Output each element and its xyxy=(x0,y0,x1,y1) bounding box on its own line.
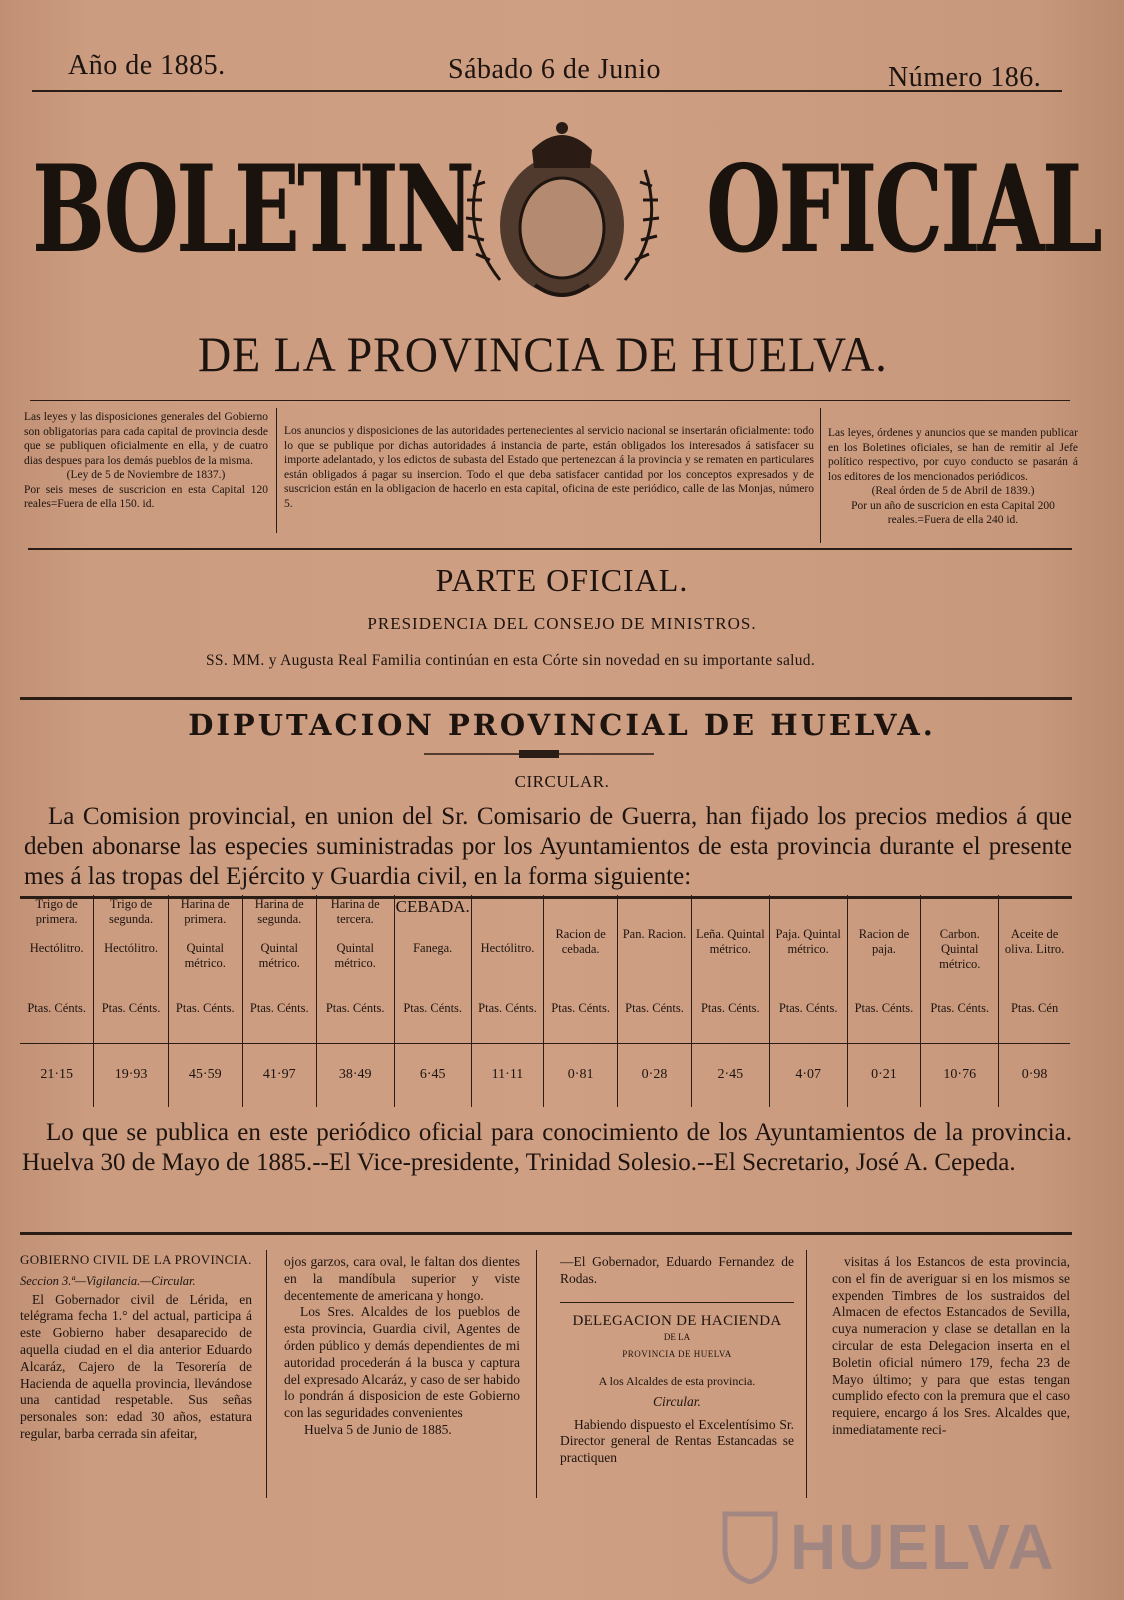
value-cell: 0·21 xyxy=(847,1043,921,1107)
value-cell: 21·15 xyxy=(20,1043,94,1107)
value-cell: 10·76 xyxy=(921,1043,999,1107)
header-cell: Leña. Quintal métrico. xyxy=(695,927,765,956)
currency-cell: Ptas. Cénts. xyxy=(478,1001,537,1015)
column-2 xyxy=(284,1254,520,1439)
col-cebada-hectolitro xyxy=(471,895,543,1043)
notices-top-rule xyxy=(30,400,1070,401)
column-divider-2 xyxy=(536,1250,537,1498)
column-3-text: Habiendo dispuesto el Excelentísimo Sr. Director general de Rentas Estancadas se practiquen xyxy=(560,1416,794,1466)
currency-cell: Ptas. Cénts. xyxy=(249,1001,309,1015)
col-racion-cebada xyxy=(544,895,618,1043)
column-2-date: Huelva 5 de Junio de 1885. xyxy=(304,1421,452,1437)
currency-cell: Ptas. Cénts. xyxy=(930,1001,990,1015)
notice-left xyxy=(24,410,268,512)
notice-right-law: (Real órden de 5 de Abril de 1839.) xyxy=(871,485,1035,497)
masthead-right: OFICIAL xyxy=(706,139,1100,280)
notice-right xyxy=(828,426,1078,528)
ornament-divider xyxy=(424,748,654,760)
col-cebada-fanega xyxy=(394,895,471,1043)
watermark-text: HUELVA xyxy=(790,1511,1056,1583)
column-4 xyxy=(832,1254,1070,1439)
huelva-watermark xyxy=(720,1500,1100,1590)
header-cell: Trigo de segunda. xyxy=(109,897,154,926)
value-cell: 19·93 xyxy=(94,1043,168,1107)
column-3-rule xyxy=(560,1302,794,1303)
col-harina-segunda xyxy=(242,895,316,1043)
presidency-heading: PRESIDENCIA DEL CONSEJO DE MINISTROS. xyxy=(367,614,757,633)
column-4-text: visitas á los Estancos de esta provincia, con el fin de averiguar si en los mismos se expenden Timbres de los sustraidos del Almacen de efectos Estancados de Sevilla, cuya numeracion y clase se detallan en la circular de esta Delegacion inserta en el Boletin oficial número 179, fecha 23 de Mayo último; y para que estas tengan cumplido efecto con la premura que el caso requiere, encargo á los Sres. Alcaldes que, inmediatamente reci- xyxy=(832,1254,1070,1437)
notices-divider-1 xyxy=(276,408,277,533)
spacer xyxy=(473,897,542,941)
currency-cell: Ptas. Cénts. xyxy=(325,1001,385,1015)
col-trigo-primera xyxy=(20,895,94,1043)
column-1 xyxy=(20,1252,252,1443)
header-cell: Racion de cebada. xyxy=(555,927,606,956)
column-1-title: GOBIERNO CIVIL DE LA PROVINCIA. xyxy=(20,1252,252,1267)
currency-cell: Ptas. Cénts. xyxy=(175,1001,235,1015)
currency-cell: Ptas. Cénts. xyxy=(101,1001,161,1015)
circular-label: CIRCULAR. xyxy=(514,772,610,791)
unit-cell: Quintal métrico. xyxy=(258,941,300,970)
coat-of-arms-emblem xyxy=(440,110,685,310)
masthead-left: BOLETIN xyxy=(32,139,473,280)
value-cell: 4·07 xyxy=(769,1043,847,1107)
header-cell: Harina de primera. xyxy=(180,897,230,926)
header-cell: Fanega. xyxy=(413,941,453,955)
value-cell: 6·45 xyxy=(394,1043,471,1107)
col-paja xyxy=(769,895,847,1043)
currency-cell: Ptas. Cénts. xyxy=(854,1001,914,1015)
notices-bottom-rule xyxy=(28,548,1072,550)
header-cell: Harina de segunda. xyxy=(254,897,304,926)
column-3-circular: Circular. xyxy=(653,1393,701,1409)
header-cell: Aceite de oliva. Litro. xyxy=(1004,927,1065,956)
diputacion-title: DIPUTACION PROVINCIAL DE HUELVA. xyxy=(188,708,936,742)
column-1-subtitle: Seccion 3.ª—Vigilancia.—Circular. xyxy=(20,1273,196,1288)
unit-cell: Quintal métrico. xyxy=(184,941,226,970)
col-trigo-segunda xyxy=(94,895,168,1043)
header-cell: Trigo de primera. xyxy=(35,897,78,926)
unit-cell: Hectólitro. xyxy=(104,941,158,955)
currency-cell: Ptas. Cénts. xyxy=(778,1001,838,1015)
issue-date: Sábado 6 de Junio xyxy=(448,54,662,85)
currency-cell: Ptas. Cénts. xyxy=(700,1001,760,1015)
royal-family-notice: SS. MM. y Augusta Real Familia continúan en esta Córte sin novedad en su importante salud. xyxy=(206,652,816,669)
issue-number: Número 186. xyxy=(888,62,1042,93)
col-racion-paja xyxy=(847,895,921,1043)
column-3-subtitle-2: PROVINCIA DE HUELVA xyxy=(622,1349,732,1360)
column-2-text: ojos garzos, cara oval, le faltan dos dientes en la mandíbula superior y viste decentemente de americana y hongo. xyxy=(284,1254,520,1303)
header-cell: Carbon. Quintal métrico. xyxy=(939,927,981,971)
header-cell: Hectólitro. xyxy=(480,941,535,955)
shield-icon xyxy=(720,1504,780,1584)
currency-cell: Ptas. Cénts. xyxy=(403,1001,463,1015)
column-1-text: El Gobernador civil de Lérida, en telégrama fecha 1.° del actual, participa á este Gobierno haber desaparecido de aquella ciudad en el dia anterior Eduardo Alcaráz, Cajero de la Tesorería de Hacienda de aquella provincia, llevándose una cantidad respetable. Sus señas personales son: edad 30 años, estatura regular, barba cerrada sin afeitar, xyxy=(20,1291,252,1441)
currency-cell: Ptas. Cén xyxy=(1010,1001,1059,1015)
notices-divider-2 xyxy=(820,408,821,543)
notice-middle: Los anuncios y disposiciones de las autoridades pertenecientes al servicio nacional se insertarán oficialmente: todo lo que se publique por dichas autoridades á instancia de parte, están obligados los interesados á satisfacer su importe adelantado, y los edictos de subasta del Estado que pertenezcan á la provincia y se rematen en particulares están obligados á pagar su insercion. Todo el que deba satisfacer cantidad por los conceptos expresados y de suscricion están en la obligacion de hacerlo en esta capital, oficina de este periódico, calle de las Monjas, número 5. xyxy=(284,425,814,510)
value-cell: 11·11 xyxy=(471,1043,543,1107)
value-cell: 38·49 xyxy=(316,1043,394,1107)
value-cell: 0·28 xyxy=(618,1043,692,1107)
header-cell: Pan. Racion. xyxy=(622,927,687,941)
notice-right-text: Las leyes, órdenes y anuncios que se manden publicar en los Boletines oficiales, se han de remitir al Jefe político respectivo, por cuyo conducto se pasarán á los editores de los mencionados periódicos. xyxy=(828,427,1078,483)
columns-top-rule xyxy=(20,1232,1072,1235)
header-rule xyxy=(32,90,1062,92)
currency-cell: Ptas. Cénts. xyxy=(551,1001,610,1015)
value-cell: 2·45 xyxy=(691,1043,769,1107)
issue-year: Año de 1885. xyxy=(68,50,226,81)
notice-right-price: Por un año de suscricion en esta Capital 200 reales.=Fuera de ella 240 id. xyxy=(851,499,1055,526)
header-cell: Harina de tercera. xyxy=(330,897,380,926)
cebada-group-label: CEBADA. xyxy=(395,897,470,916)
value-cell: 0·98 xyxy=(999,1043,1070,1107)
column-divider-3 xyxy=(806,1250,807,1498)
diputacion-intro: La Comision provincial, en union del Sr. Comisario de Guerra, han fijado los precios medios á que deben abonarse las especies suministradas por los Ayuntamientos de esta provincia durante el presente mes á las tropas del Ejército y Guardia civil, en la forma siguiente: xyxy=(24,803,1072,890)
value-cell: 0·81 xyxy=(544,1043,618,1107)
notice-left-text: Las leyes y las disposiciones generales del Gobierno son obligatorias para cada capital de provincia desde que se publiquen oficialmente en ella, y de cuatro dias despues para los demás pueblos de la misma. xyxy=(24,411,268,467)
header-cell: Paja. Quintal métrico. xyxy=(775,927,841,956)
notice-left-price: Por seis meses de suscricion en esta Capital 120 reales=Fuera de ella 150. id. xyxy=(24,483,268,510)
col-lena xyxy=(691,895,769,1043)
value-cell: 41·97 xyxy=(242,1043,316,1107)
parte-oficial-title: PARTE OFICIAL. xyxy=(435,562,689,598)
column-3-addressee: A los Alcaldes de esta provincia. xyxy=(598,1373,756,1388)
notice-left-law: (Ley de 5 de Noviembre de 1837.) xyxy=(66,469,226,481)
column-2-text2: Los Sres. Alcaldes de los pueblos de esta provincia, Guardia civil, Agentes de órden público y demás dependientes de mi autoridad procederán á la busca y captura del expresado Alcaráz, y caso de ser habido lo pondrán á disposicion de este Gobierno con las seguridades convenientes xyxy=(284,1304,520,1421)
column-3-signature: —El Gobernador, Eduardo Fernandez de Rodas. xyxy=(560,1254,794,1286)
col-aceite xyxy=(999,895,1070,1043)
col-carbon xyxy=(921,895,999,1043)
column-3-title: DELEGACION DE HACIENDA xyxy=(572,1312,782,1329)
col-harina-tercera xyxy=(316,895,394,1043)
header-cell: Racion de paja. xyxy=(858,927,910,956)
unit-cell: Quintal métrico. xyxy=(334,941,376,970)
column-3 xyxy=(560,1254,794,1467)
column-divider-1 xyxy=(266,1250,267,1498)
col-harina-primera xyxy=(168,895,242,1043)
price-table xyxy=(20,895,1070,1107)
col-pan xyxy=(618,895,692,1043)
column-3-subtitle-1: DE LA xyxy=(663,1332,691,1343)
currency-cell: Ptas. Cénts. xyxy=(27,1001,87,1015)
masthead-subtitle: DE LA PROVINCIA DE HUELVA. xyxy=(198,326,888,382)
value-cell: 45·59 xyxy=(168,1043,242,1107)
section-rule xyxy=(20,697,1072,700)
diputacion-closing: Lo que se publica en este periódico oficial para conocimiento de los Ayuntamientos de la provincia. Huelva 30 de Mayo de 1885.--El Vice-presidente, Trinidad Solesio.--El Secretario, José A. Cepeda. xyxy=(22,1119,1072,1176)
currency-cell: Ptas. Cénts. xyxy=(625,1001,684,1015)
unit-cell: Hectólitro. xyxy=(29,941,84,955)
